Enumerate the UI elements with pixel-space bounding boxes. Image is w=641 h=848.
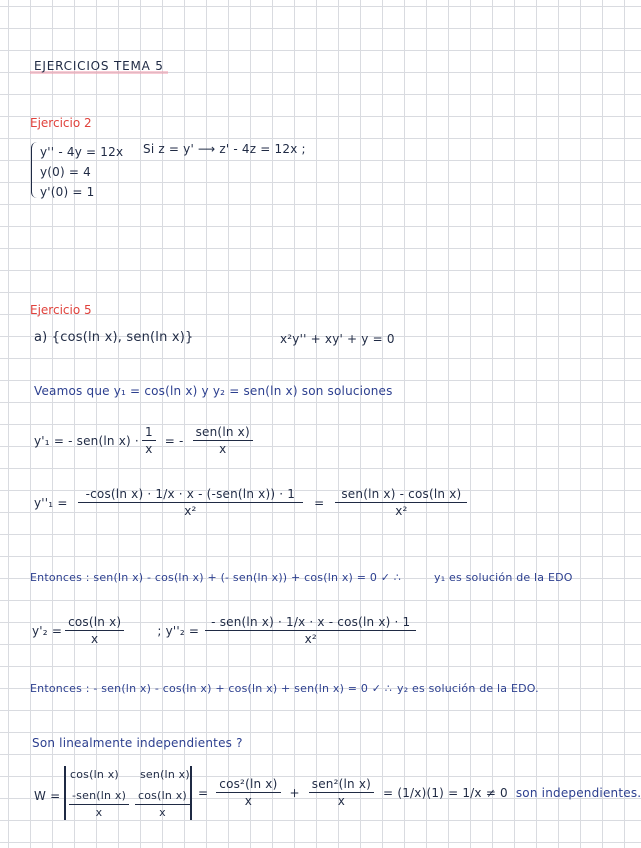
y1pp-result xyxy=(335,486,467,519)
y1-second-derivative xyxy=(34,486,470,519)
conclusion-y1: y₁ es solución de la EDO xyxy=(434,571,573,584)
y1p-frac-num: 1 xyxy=(142,424,156,441)
w-d-fraction xyxy=(135,788,190,821)
w-term2 xyxy=(309,776,374,809)
y2p-lhs: y'₂ = xyxy=(32,623,63,638)
y1p-result xyxy=(193,424,253,457)
y1pp-res-den: x² xyxy=(395,504,408,518)
conclusion-y2: y₂ es solución de la EDO. xyxy=(397,682,539,695)
y2pp-fraction xyxy=(205,614,416,647)
y1p-frac-den: x xyxy=(145,442,153,456)
system-brace xyxy=(31,142,38,198)
substitution-line: Si z = y' ⟶ z' - 4z = 12x ; xyxy=(143,142,306,156)
wronskian-expansion xyxy=(198,776,641,809)
wronskian-a11: cos(ln x) xyxy=(70,768,119,781)
y2pp-den: x² xyxy=(304,632,317,646)
exercise-2-heading: Ejercicio 2 xyxy=(30,116,92,130)
w-equals: = xyxy=(198,785,209,800)
w-plus: + xyxy=(289,785,300,800)
y2pp-num: - sen(ln x) · 1/x · x - cos(ln x) · 1 xyxy=(205,614,416,631)
exercise-5-heading: Ejercicio 5 xyxy=(30,303,92,317)
y1p-res-num: sen(ln x) xyxy=(193,424,253,441)
w-t2-num: sen²(ln x) xyxy=(309,776,374,793)
initial-condition-1: y(0) = 4 xyxy=(40,165,92,179)
w-c-den: x xyxy=(95,806,103,819)
y2p-num: cos(ln x) xyxy=(65,614,124,631)
part-a-set: a) {cos(ln x), sen(ln x)} xyxy=(34,330,194,345)
y1p-equals: = - xyxy=(164,433,184,448)
y1p-lhs: y'₁ = - sen(ln x) · xyxy=(34,433,139,448)
w-term1 xyxy=(216,776,280,809)
entonces-line-1: Entonces : sen(ln x) - cos(ln x) + (- sen(ln x)) + cos(ln x) = 0 ✓ ∴ xyxy=(30,571,402,584)
y1p-fraction xyxy=(142,424,156,457)
y1pp-den: x² xyxy=(184,504,197,518)
wronskian-a21 xyxy=(66,788,132,821)
y2pp-lhs: ; y''₂ = xyxy=(157,623,200,638)
w-c-fraction xyxy=(69,788,129,821)
y2p-fraction xyxy=(65,614,124,647)
y1pp-res-num: sen(ln x) - cos(ln x) xyxy=(335,486,467,503)
initial-condition-2: y'(0) = 1 xyxy=(40,185,95,199)
y1pp-lhs: y''₁ = xyxy=(34,495,68,510)
y1pp-fraction xyxy=(78,486,304,519)
w-conclusion: son independientes. xyxy=(515,785,641,800)
y2p-den: x xyxy=(91,632,99,646)
edo-equation: x²y'' + xy' + y = 0 xyxy=(280,332,395,346)
y1-derivative xyxy=(34,424,256,457)
y2-derivatives xyxy=(32,614,419,647)
w-d-den: x xyxy=(159,806,166,819)
w-result: = (1/x)(1) = 1/x ≠ 0 xyxy=(383,785,508,800)
wronskian-a12: sen(ln x) xyxy=(140,768,190,781)
w-t1-den: x xyxy=(244,794,253,808)
independence-question: Son linealmente independientes ? xyxy=(32,736,243,750)
wronskian-label: W = xyxy=(34,789,61,803)
w-d-num: cos(ln x) xyxy=(135,788,190,805)
w-t1-num: cos²(ln x) xyxy=(216,776,280,793)
y1pp-num: -cos(ln x) · 1/x · x - (-sen(ln x)) · 1 xyxy=(78,486,304,503)
ode-equation: y'' - 4y = 12x xyxy=(40,145,124,159)
w-t2-den: x xyxy=(337,794,346,808)
veamos-line: Veamos que y₁ = cos(ln x) y y₂ = sen(ln x) son soluciones xyxy=(34,384,393,398)
y1pp-equals: = xyxy=(314,495,325,510)
page-title: EJERCICIOS TEMA 5 xyxy=(30,58,168,74)
y1p-res-den: x xyxy=(219,442,227,456)
wronskian-a22 xyxy=(132,788,193,821)
entonces-line-2: Entonces : - sen(ln x) - cos(ln x) + cos(ln x) + sen(ln x) = 0 ✓ ∴ xyxy=(30,682,393,695)
w-c-num: -sen(ln x) xyxy=(69,788,129,805)
